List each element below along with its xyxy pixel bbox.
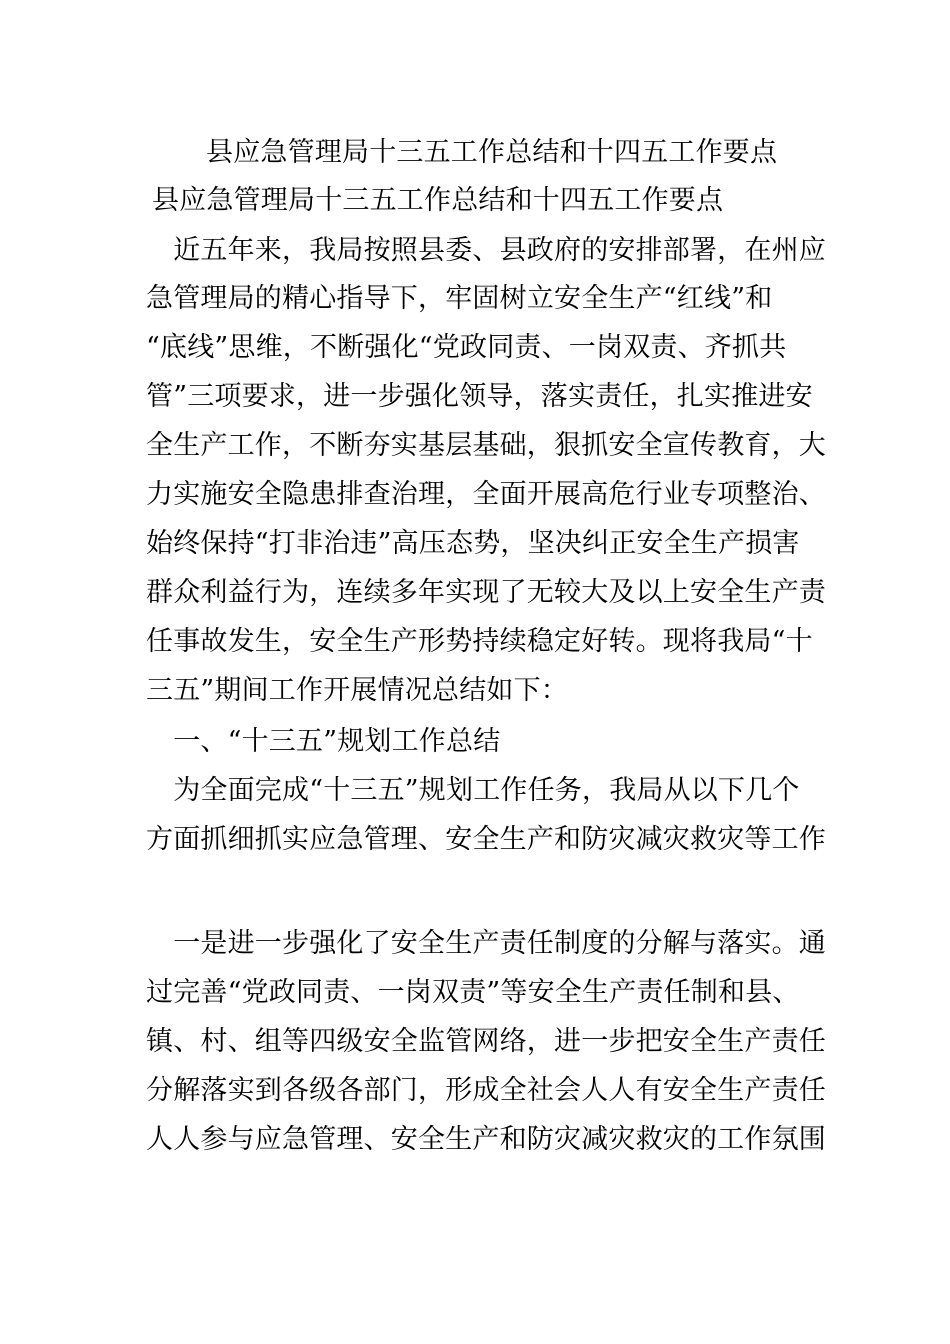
paragraph-line: 方面抓细抓实应急管理、安全生产和防灾减灾救灾等工作 <box>146 824 826 855</box>
paragraph-line: 人人参与应急管理、安全生产和防灾减灾救灾的工作氛围 <box>146 1124 826 1155</box>
document-title: 县应急管理局十三五工作总结和十四五工作要点 <box>206 137 778 168</box>
paragraph-line: 始终保持“打非治违”高压态势，坚决纠正安全生产损害 <box>146 528 800 559</box>
paragraph-line: 分解落实到各级各部门，形成全社会人人有安全生产责任 <box>146 1075 826 1106</box>
paragraph-line: 管”三项要求，进一步强化领导，落实责任，扎实推进安 <box>146 381 813 412</box>
paragraph-line: 群众利益行为，连续多年实现了无较大及以上安全生产责 <box>146 577 826 608</box>
paragraph-line: 镇、村、组等四级安全监管网络，进一步把安全生产责任 <box>146 1026 826 1057</box>
paragraph-line: “底线”思维，不断强化“党政同责、一岗双责、齐抓共 <box>146 332 787 363</box>
paragraph-line: 全生产工作，不断夯实基层基础，狠抓安全宣传教育，大 <box>146 430 826 461</box>
paragraph-line: 力实施安全隐患排查治理，全面开展高危行业专项整治、 <box>146 479 826 510</box>
paragraph-line: 一是进一步强化了安全生产责任制度的分解与落实。通 <box>146 928 826 959</box>
section-heading: 一、“十三五”规划工作总结 <box>146 726 501 757</box>
paragraph-line: 为全面完成“十三五”规划工作任务，我局从以下几个 <box>146 775 800 806</box>
paragraph-line: 三五”期间工作开展情况总结如下： <box>146 675 569 706</box>
document-subtitle: 县应急管理局十三五工作总结和十四五工作要点 <box>152 185 724 216</box>
paragraph-line: 过完善“党政同责、一岗双责”等安全生产责任制和县、 <box>146 977 800 1008</box>
paragraph-line: 近五年来，我局按照县委、县政府的安排部署，在州应 <box>146 235 826 266</box>
paragraph-line: 任事故发生，安全生产形势持续稳定好转。现将我局“十 <box>146 626 813 657</box>
paragraph-line: 急管理局的精心指导下，牢固树立安全生产“红线”和 <box>146 283 773 314</box>
